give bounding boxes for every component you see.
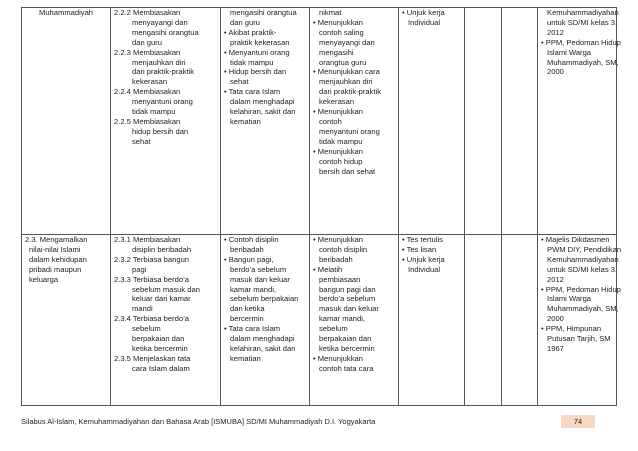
cell-line: Muhammadiyah, SM, (547, 304, 619, 314)
cell-line: kelahiran, sakit dan (230, 343, 296, 353)
cell-line: untuk SD/MI kelas 3, (547, 17, 618, 27)
cell-material (221, 235, 310, 406)
cell-line: • Tes lisan (402, 244, 437, 254)
cell-indicators (111, 8, 221, 235)
cell-line: sebelum (319, 324, 348, 334)
cell-line: • Menunjukkan (313, 353, 363, 363)
cell-line: PWM DIY, Pendidikan (547, 244, 622, 254)
cell-line: dan guru (132, 37, 162, 47)
cell-line: • Hidup bersih dan (224, 67, 287, 77)
cell-line: tidak mampu (132, 107, 176, 117)
cell-line: bercermin (230, 314, 264, 324)
cell-line: 2.3.2 Terbiasa bangun (114, 254, 190, 264)
cell-competency (22, 8, 111, 235)
cell-line: dari praktik-praktik (319, 87, 382, 97)
cell-line: 2.2.2 Membiasakan (114, 8, 181, 17)
cell-line: masuk dan keluar (230, 274, 290, 284)
cell-line: Kemuhammadiyahan (547, 8, 619, 17)
cell-line: disiplin beribadah (132, 244, 192, 254)
cell-activities (310, 8, 399, 235)
cell-line: ketika bercermin (319, 343, 375, 353)
cell-line: tidak mampu (230, 57, 274, 67)
cell-line: menyayangi dan (319, 37, 375, 47)
cell-line: • PPM, Himpunan (541, 324, 602, 334)
cell-assessment (399, 8, 465, 235)
cell-assessment (399, 235, 465, 406)
cell-line: Individual (408, 17, 441, 27)
cell-line: 2012 (547, 274, 564, 284)
cell-line: • Menunjukkan (313, 146, 363, 156)
cell-line: • Menunjukkan (313, 235, 363, 244)
cell-line: 2000 (547, 314, 564, 324)
cell-empty (502, 235, 538, 406)
cell-line: ketika bercermin (132, 343, 188, 353)
cell-line: mengasihi orangtua (132, 27, 199, 37)
cell-time (465, 235, 502, 406)
cell-line: masuk dan keluar (319, 304, 379, 314)
cell-line: beribadah (230, 244, 264, 254)
table-row (22, 8, 617, 235)
cell-line: Individual (408, 264, 441, 274)
cell-line: 2000 (547, 67, 564, 77)
cell-line: Muhammadiyah, SM, (547, 57, 619, 67)
cell-line: menyantuni orang (319, 126, 380, 136)
cell-line: kelahiran, sakit dan (230, 107, 296, 117)
cell-line: hidup bersih dan (132, 126, 189, 136)
cell-line: menjauhkan diri (132, 57, 186, 67)
cell-line: Islami Warga (547, 294, 592, 304)
cell-line: • Unjuk kerja (402, 254, 445, 264)
cell-line: 2.3.4 Terbiasa berdo’a (114, 314, 190, 324)
cell-line: • Bangun pagi, (224, 254, 274, 264)
cell-line: • Menyantuni orang (224, 47, 290, 57)
cell-line: pagi (132, 264, 147, 274)
cell-line: 2.3. Mengamalkan (25, 235, 88, 244)
cell-line: • Menunjukkan cara (313, 67, 380, 77)
page-footer (21, 415, 616, 428)
cell-line: sehat (230, 77, 249, 87)
page-number: 74 (561, 415, 595, 428)
cell-line: kematian (230, 353, 261, 363)
cell-line: cara Islam dalam (132, 363, 190, 373)
cell-line: pembiasaan (319, 274, 361, 284)
cell-line: contoh disiplin (319, 244, 368, 254)
cell-line: kematian (230, 116, 261, 126)
cell-line: dan guru (230, 17, 260, 27)
cell-line: 1967 (547, 343, 564, 353)
cell-line: • Tata cara Islam (224, 87, 281, 97)
cell-line: dalam menghadapi (230, 334, 295, 344)
cell-line: dari praktik-praktik (132, 67, 195, 77)
cell-line: berpakaian dan (319, 334, 372, 344)
cell-line: 2.2.4 Membiasakan (114, 87, 181, 97)
cell-line: mengasihi orangtua (230, 8, 297, 17)
competency-text: Muhammadiyah (39, 8, 94, 17)
cell-line: kamar mandi, (230, 284, 277, 294)
cell-line: dan ketika (230, 304, 265, 314)
cell-indicators (111, 235, 221, 406)
cell-line: • Akibat praktik- (224, 27, 277, 37)
cell-line: mandi (132, 304, 153, 314)
cell-line: contoh hidup (319, 156, 363, 166)
cell-line: menyantuni orang (132, 97, 193, 107)
cell-line: • Menunjukkan (313, 107, 363, 117)
cell-line: 2012 (547, 27, 564, 37)
cell-line: sebelum masuk dan (132, 284, 200, 294)
syllabus-table (21, 7, 622, 406)
cell-line: • Unjuk kerja (402, 8, 445, 17)
cell-sources (538, 235, 622, 406)
cell-line: sehat (132, 136, 151, 146)
cell-material (221, 8, 310, 235)
cell-line: praktik kekerasan (230, 37, 290, 47)
cell-time (465, 8, 502, 235)
cell-line: pribadi maupun (29, 264, 82, 274)
cell-line: dalam kehidupan (29, 254, 87, 264)
cell-activities (310, 235, 399, 406)
cell-line: bangun pagi dan (319, 284, 376, 294)
cell-empty (502, 8, 538, 235)
cell-line: • Melatih (313, 264, 343, 274)
cell-line: sebelum (132, 324, 161, 334)
cell-line: sebelum berpakaian (230, 294, 299, 304)
cell-competency (22, 235, 111, 406)
table-row (22, 235, 617, 406)
cell-line: contoh saling (319, 27, 364, 37)
cell-line: dalam menghadapi (230, 97, 295, 107)
cell-line: Islami Warga (547, 47, 592, 57)
cell-line: 2.3.1 Membiasakan (114, 235, 181, 244)
cell-line: contoh (319, 116, 342, 126)
cell-line: Kemuhammadiyahan (547, 254, 619, 264)
cell-line: 2.2.3 Membiasakan (114, 47, 181, 57)
cell-line: menyayangi dan (132, 17, 188, 27)
cell-line: orangtua guru (319, 57, 367, 67)
cell-line: berdo’a sebelum (319, 294, 376, 304)
cell-line: • Tata cara Islam (224, 324, 281, 334)
cell-line: 2.3.3 Terbiasa berdo’a (114, 274, 190, 284)
cell-line: keluar dari kamar (132, 294, 191, 304)
cell-line: menjauhkan diri (319, 77, 373, 87)
cell-line: kamar mandi, (319, 314, 366, 324)
cell-sources (538, 8, 621, 235)
cell-line: • Contoh disiplin (224, 235, 279, 244)
cell-line: kekerasan (132, 77, 168, 87)
cell-line: contoh tata cara (319, 363, 374, 373)
cell-line: • Tes tertulis (402, 235, 443, 244)
cell-line: 2.2.5 Membiasakan (114, 116, 181, 126)
cell-line: beribadah (319, 254, 353, 264)
cell-line: berpakaian dan (132, 334, 185, 344)
cell-line: nilai-nilai Islami (29, 244, 81, 254)
cell-line: berdo’a sebelum (230, 264, 287, 274)
cell-line: mengasihi (319, 47, 354, 57)
footer-text: Silabus Al-Islam, Kemuhammadiyahan dan Bahasa Arab [ISMUBA] SD/MI Muhammadiyah D.I. Yogyakarta (21, 417, 376, 426)
cell-line: • Menunjukkan (313, 17, 363, 27)
cell-line: tidak mampu (319, 136, 363, 146)
cell-line: kekerasan (319, 97, 355, 107)
cell-line: keluarga (29, 274, 59, 284)
cell-line: 2.3.5 Menjelaskan tata (114, 353, 191, 363)
cell-line: bersih dan sehat (319, 166, 376, 176)
cell-line: Putusan Tarjih, SM (547, 334, 611, 344)
cell-line: untuk SD/MI kelas 3, (547, 264, 618, 274)
cell-line: • PPM, Pedoman Hidup (541, 37, 621, 47)
cell-line: • PPM, Pedoman Hidup (541, 284, 621, 294)
cell-line: nikmat (319, 8, 342, 17)
cell-line: • Majelis Dikdasmen (541, 235, 610, 244)
